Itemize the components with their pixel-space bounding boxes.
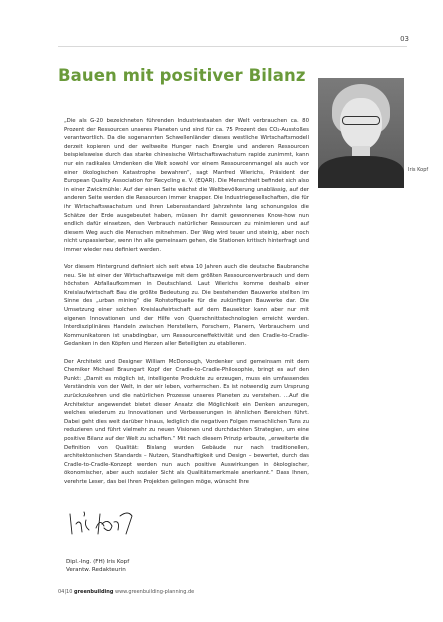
author-name: Dipl.-Ing. (FH) Iris Kopf: [66, 559, 130, 565]
photo-caption: Iris Kopf: [408, 167, 429, 173]
top-rule: [58, 46, 407, 47]
editorial-text: [64, 117, 309, 495]
paragraph: „Die als G-20 bezeichneten führenden Industriestaaten der Welt verbrauchen ca. 80 Prozent der Ressourcen unseres Planeten und sind für ca. 75 Prozent des CO₂-Ausstoßes verantwortlich. Da die sogenannten Schwellenländer dieses westliche Wirtschaftsmodell derzeit kopieren und der weltweite Hunger nach Energie und anderen Ressourcen beispielsweise durch das starke chinesische Wirtschaftswachstum rapide zunimmt, kann nur ein radikales Umdenken die Welt sowohl vor einem Ressourcenmangel als auch vor einer ökologischen Katastrophe bewahren“, sagt Manfred Wierichs, Präsident der European Quality Association for Recycling e. V. (EQAR). Die Menschheit befindet sich also in einer Zwickmühle: Auf der einen Seite wächst die Weltbevölkerung unablässig, auf der anderen Seite werden die Ressourcen immer knapper. Die Industriegesellschaften, die für ihr Wirtschaftswachstum und ihren Lebensstandard Jahrzehnte lang schonungslos die Schätze der Erde ausgebeutet haben, müssen ihr damit gewonnenes Know-how nun endlich dafür einsetzen, den Verbrauch natürlicher Ressourcen zu minimieren und auf diesem Weg auch die Menschen mitnehmen. Der Weg wird teuer und steinig, aber noch nicht unpassierbar, wenn ihn alle gemeinsam gehen, die Stationen kritisch hinterfragt und immer wieder neu definiert werden.: [64, 118, 309, 253]
footer-brand: greenbuilding: [74, 589, 114, 595]
footer-prefix: 04|10: [58, 589, 73, 595]
page-title: Bauen mit positiver Bilanz: [58, 66, 306, 85]
author-role: Verantw. Redakteurin: [66, 567, 126, 573]
author-photo: [318, 78, 404, 188]
footer-url[interactable]: www.greenbuilding-planning.de: [115, 589, 195, 595]
author-block: [66, 558, 129, 574]
signature-image: [66, 508, 136, 538]
paragraph: Der Architekt und Designer William McDonough, Vordenker und gemeinsam mit dem Chemiker Michael Braungart Kopf der Cradle-to-Cradle-Philosophie, bringt es auf den Punkt: „Damit es möglich ist, intelligente Produkte zu erzeugen, muss ein umfassendes Verständnis von der Welt, in der wir leben, vorherrschen. Es ist notwendig zum Ursprung zurückzukehren und die natürlichen Prozesse unseres Planeten zu verstehen. …Auf die Architektur angewendet bietet dieser Ansatz die Möglichkeit ein Denken anzuregen, welches wiederum zu Innovationen und Verbesserungen in ähnlichen Bereichen führt. Dabei geht dies weit darüber hinaus, lediglich die negativen Folgen menschlichen Tuns zu reduzieren und führt vielmehr zu neuen Visionen und durchdachten Strategien, um eine positive Bilanz auf der Welt zu schaffen.“ Mit nach diesem Prinzip erbaute, „erweiterte die Definition von Qualität: Bislang wurden Gebäude nur nach traditionellen, architektonischen Standards – Nutzen, Standhaftigkeit und Design – bewertet, durch das Cradle-to-Cradle-Konzept werden nun auch positive Auswirkungen in ökologischer, ökonomischer, aber auch sozialer Sicht als Qualitätsmerkmale anerkannt.“ Dass Ihnen, verehrte Leser, das bei Ihren Projekten gelingen möge, wünscht Ihre: [64, 358, 309, 485]
page-number: 03: [400, 35, 409, 43]
footer: [58, 589, 194, 595]
paragraph: Vor diesem Hintergrund definiert sich seit etwa 10 Jahren auch die deutsche Baubranche neu. Sie ist einer der Wirtschaftszweige mit dem größten Ressourcenverbrauch und dem höchsten Abfallaufkommen in Deutschland. Laut Wierichs komme deshalb einer Kreislaufwirtschaft Bau die größte Bedeutung zu. Die bestehenden Bauwerke stellten im Sinne des „urban mining“ die Rohstoffquelle für die zukünftigen Bauwerke dar. Die Umsetzung einer solchen Kreislaufwirtschaft auf dem Bausektor kann aber nur mit eigenen Innovationen und der Hilfe von Querschnittstechnologien erreicht werden. Interdisziplinäres Handeln zwischen Herstellern, Forschern, Planern, Verbrauchern und Kommunikatoren ist unabdingbar, um Ressourceneffektivität und den Cradle-to-Cradle-Gedanken in den Köpfen und Herzen aller Beteiligten zu etablieren.: [64, 264, 309, 348]
